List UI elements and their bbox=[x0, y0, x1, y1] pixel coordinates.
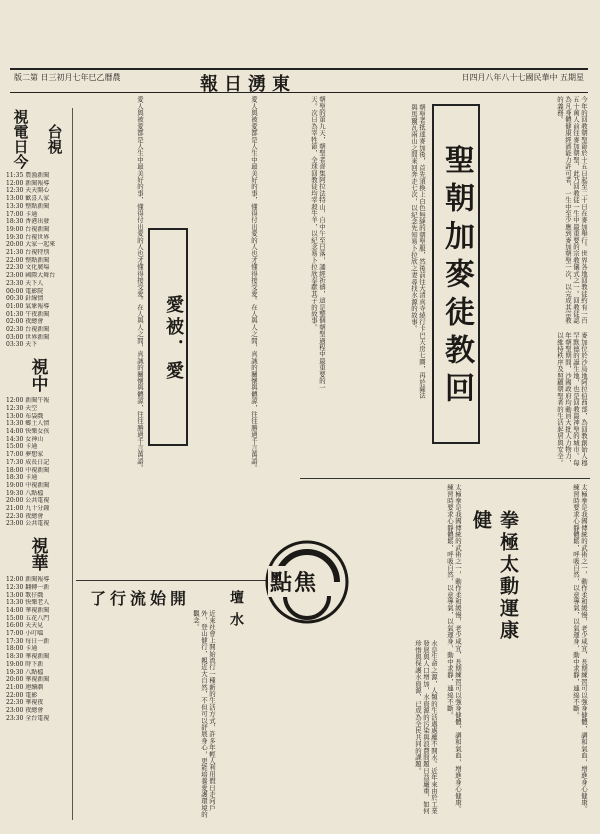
schedule-entry: 20:00 大家一起來 bbox=[6, 241, 56, 249]
schedule-entry: 22:30 文化廣場 bbox=[6, 264, 50, 272]
schedule-entry: 21:00 連續劇 bbox=[6, 683, 44, 691]
popular-body: 近來社會上開始流行一種新的生活方式，許多年輕人利用假日走向戶外，登山健行，親近大自然，不但可以舒展身心，更能培養愛護環境的觀念。 bbox=[192, 610, 216, 818]
schedule-entry: 02:30 台視新聞 bbox=[6, 326, 50, 334]
schedule-entry: 17:00 卡通 bbox=[6, 210, 38, 218]
schedule-entry: 18:30 卡通 bbox=[6, 474, 38, 482]
schedule-entry: 03:00 世界新聞 bbox=[6, 333, 50, 341]
schedule-entry: 12:30 天空 bbox=[6, 404, 38, 412]
ctv-schedule-list bbox=[4, 576, 72, 722]
taiji-body-cont: 太極拳是我國傳統的武術之一，動作柔和緩慢，老少咸宜，長期練習可以強身健體，調和氣血，增進身心健康。練習時要求心靜體鬆，呼吸自然，以意導氣，以氣運身，動中求靜，連綿不斷。 bbox=[446, 484, 462, 813]
schedule-entry: 16:00 天天見 bbox=[6, 622, 44, 630]
popular-title: 了行流始開 bbox=[90, 589, 191, 608]
water-column-title: 壇水 bbox=[228, 590, 244, 634]
schedule-entry: 19:00 台視新聞 bbox=[6, 225, 50, 233]
schedule-entry: 01:30 午夜新聞 bbox=[6, 310, 50, 318]
tai-title: 台視 bbox=[45, 124, 64, 154]
schedule-entry: 19:30 八點檔 bbox=[6, 489, 44, 497]
masthead-title: 報日湧東 bbox=[200, 74, 296, 95]
schedule-entry: 13:30 鄉土人情 bbox=[6, 420, 50, 428]
tai-schedule-list bbox=[4, 172, 72, 349]
love-body-cont: 愛人與被愛都是人生中最美好的事，懂得付出愛的人也才懂得接受愛。在人與人之間，真誠的關懷與體諒，往往勝過千言萬語。 bbox=[136, 96, 144, 472]
page-header bbox=[10, 68, 588, 93]
header-edition-info: 版二第 日三初月七年巳乙曆農 bbox=[14, 73, 121, 82]
schedule-entry: 01:00 氣象報導 bbox=[6, 302, 50, 310]
schedule-entry: 15:00 卡通 bbox=[6, 443, 38, 451]
schedule-entry: 18:00 中視新聞 bbox=[6, 466, 50, 474]
schedule-entry: 17:30 成長日記 bbox=[6, 458, 50, 466]
pilgrimage-title: 聖朝加麥徒教回 bbox=[432, 104, 480, 444]
schedule-entry: 00:00 電影院 bbox=[6, 287, 44, 295]
schedule-entry: 17:00 夢想家 bbox=[6, 451, 44, 459]
schedule-entry: 23:30 天下人 bbox=[6, 279, 44, 287]
schedule-entry: 18:30 香港出發 bbox=[6, 218, 50, 226]
schedule-entry: 12:00 新聞報導 bbox=[6, 576, 50, 584]
schedule-entry: 13:00 布袋戲 bbox=[6, 412, 44, 420]
schedule-entry: 23:30 全台電視 bbox=[6, 714, 50, 722]
pilgrimage-body-1: 今年的回教朝聖節於十五日起至二十日在麥加舉行。世界各地回教徒約有一百五十萬人前往麥加朝聖，此乃回教徒一生中最重要的宗教儀式之一。回教徒認為凡身體健康經濟能力許可者，一生中至少應到麥加朝聖一次，以完成其宗教的義務。 bbox=[556, 96, 588, 324]
schedule-entry: 11:35 農漁新聞 bbox=[6, 172, 50, 179]
schedule-entry: 17:30 每日一新 bbox=[6, 637, 50, 645]
love-title: 愛被．愛 bbox=[148, 228, 188, 446]
schedule-entry: 21:00 九十分鐘 bbox=[6, 505, 50, 513]
schedule-entry: 12:00 新聞午報 bbox=[6, 397, 50, 405]
taiji-body: 太極拳是我國傳統的武術之一，動作柔和緩慢，老少咸宜，長期練習可以強身健體，調和氣血，增進身心健康。練習時要求心靜體鬆，呼吸自然，以意導氣，以氣運身，動中求靜，連綿不斷。 bbox=[572, 484, 588, 813]
love-body: 愛人與被愛都是人生中最美好的事，懂得付出愛的人也才懂得接受愛。在人與人之間，真誠的關懷與體諒，往往勝過千言萬語。 bbox=[250, 96, 258, 472]
schedule-entry: 15:00 五花八門 bbox=[6, 614, 50, 622]
schedule-entry: 13:00 歌仔戲 bbox=[6, 591, 44, 599]
taiji-title: 拳極太動運康健 bbox=[470, 510, 519, 642]
cts-title: 視中 bbox=[27, 358, 48, 393]
schedule-entry: 03:30 天下 bbox=[6, 341, 38, 349]
schedule-entry: 17:00 小叮噹 bbox=[6, 630, 44, 638]
schedule-entry: 18:30 華視新聞 bbox=[6, 653, 50, 661]
schedule-entry: 13:30 整點新聞 bbox=[6, 202, 50, 210]
header-date-info: 日四月八年八十七國民華中 五期星 bbox=[461, 73, 584, 82]
schedule-entry: 12:30 翻轉一新 bbox=[6, 583, 50, 591]
schedule-entry: 19:30 八點檔 bbox=[6, 668, 44, 676]
schedule-entry: 12:00 新聞報導 bbox=[6, 179, 50, 187]
schedule-entry: 18:00 卡通 bbox=[6, 645, 38, 653]
schedule-entry: 23:00 夜總會 bbox=[6, 707, 44, 715]
schedule-entry: 14:00 華視新聞 bbox=[6, 606, 50, 614]
focus-logo-text: 點焦 bbox=[268, 566, 320, 597]
schedule-entry: 22:30 夜總會 bbox=[6, 512, 44, 520]
schedule-entry: 22:00 電影 bbox=[6, 691, 38, 699]
pilgrimage-body-4: 朝聖的第九天，朝聖者齊集阿拉法特山，自中午至日落，誦經祈禱，這是整個朝聖過程中最重要的一天。次日為宰牲節，全球回教徒均宰殺牛羊，以紀念易卜拉欣奉獻其子的故事。 bbox=[310, 96, 326, 391]
schedule-entry: 20:00 華視新聞 bbox=[6, 676, 50, 684]
divider bbox=[300, 478, 590, 479]
schedule-entry: 19:30 台視世界 bbox=[6, 233, 50, 241]
cts-schedule-list bbox=[4, 397, 72, 528]
schedule-entry: 14:00 快樂女孩 bbox=[6, 427, 50, 435]
tv-schedule-sidebar bbox=[4, 108, 73, 820]
schedule-entry: 19:00 中視新聞 bbox=[6, 481, 50, 489]
tv-today-title: 視電日今 bbox=[11, 109, 30, 169]
pilgrimage-body-3: 朝聖者抵達麥加後，首先須換上白色無縫的朝聖服，然後前往大清真寺繞行卡巴天房七圈，再於薩法與馬爾瓦兩山之間來回奔走七次，以紀念先知易卜拉欣之妻尋找水源的故事。 bbox=[410, 104, 426, 399]
schedule-entry: 14:30 女神山 bbox=[6, 435, 44, 443]
schedule-entry: 13:00 歡喜人家 bbox=[6, 195, 50, 203]
schedule-entry: 12:30 天天開心 bbox=[6, 187, 50, 195]
schedule-entry: 02:00 夜總會 bbox=[6, 318, 44, 326]
schedule-entry: 23:00 國際大舞台 bbox=[6, 272, 56, 280]
schedule-entry: 00:30 針線情 bbox=[6, 295, 44, 303]
schedule-entry: 20:00 公共電視 bbox=[6, 497, 50, 505]
schedule-entry: 13:30 快樂老人 bbox=[6, 599, 50, 607]
schedule-entry: 22:00 整點新聞 bbox=[6, 256, 50, 264]
divider bbox=[76, 580, 296, 581]
schedule-entry: 22:30 華視夜 bbox=[6, 699, 44, 707]
schedule-entry: 19:00 時下新 bbox=[6, 660, 44, 668]
pilgrimage-body-2: 麥加位於沙烏地阿拉伯西部，為回教創始人穆罕默德的誕生地，也是回教最神聖的城市。每年朝聖期間，沙國政府均動員大批人力物力，以維持秩序及照顧朝聖者的生活起居與安全。 bbox=[556, 332, 588, 466]
schedule-entry: 23:00 公共電視 bbox=[6, 520, 50, 528]
ctv-title: 視華 bbox=[27, 537, 48, 572]
schedule-entry: 21:30 台視特別 bbox=[6, 249, 50, 257]
water-body: 水是生命之源，人類的生活處處離不開水。近年來由於工業發展與人口增加，水資源的污染與浪費問題日益嚴重，如何珍惜與保護水資源，已成為全民共同的課題。 bbox=[414, 640, 438, 815]
